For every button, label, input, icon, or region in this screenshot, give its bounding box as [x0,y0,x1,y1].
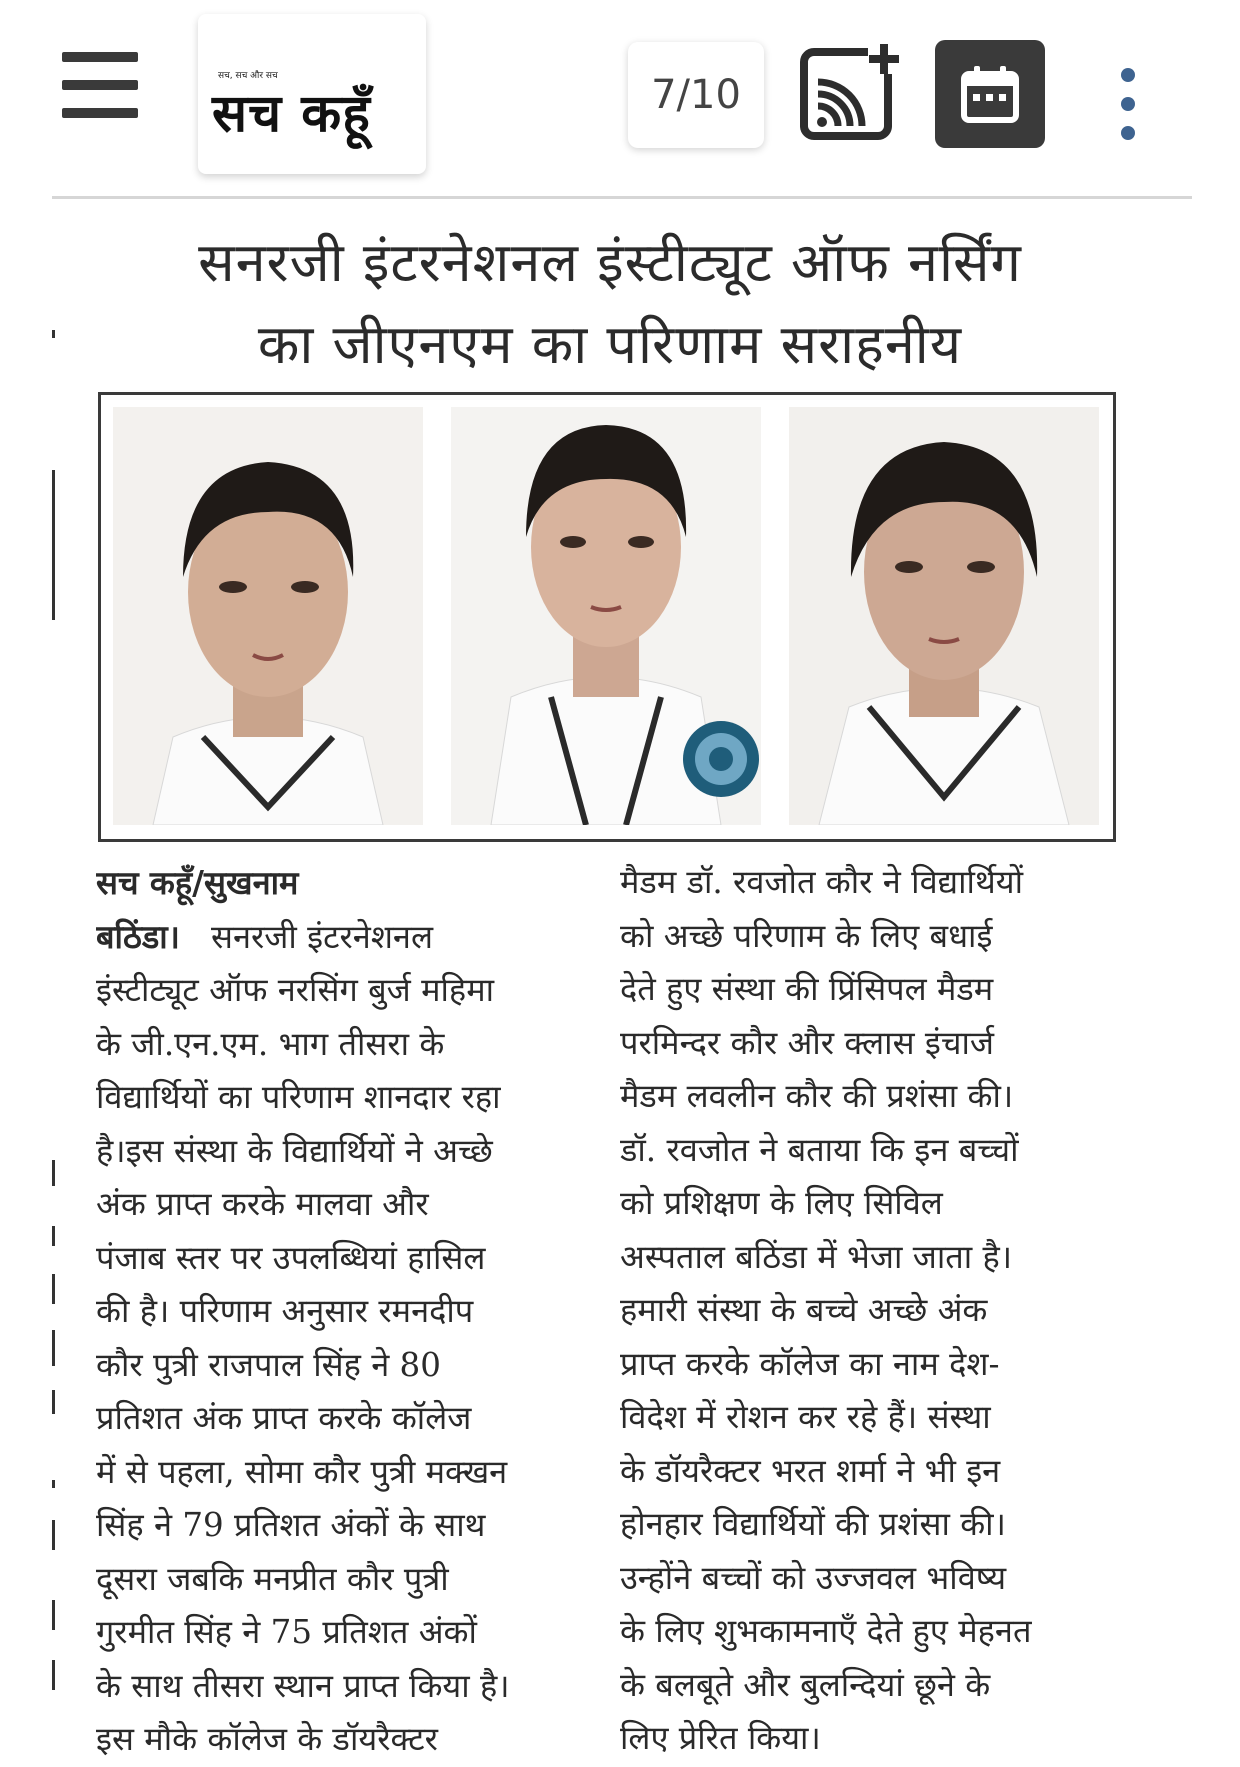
article-line: में से पहला, सोमा कौर पुत्री मक्खन [96,1452,508,1491]
article-line: सिंह ने 79 प्रतिशत अंकों के साथ [96,1506,486,1544]
article-line: मैडम लवलीन कौर की प्रशंसा की। [620,1077,1014,1115]
publication-logo[interactable] [198,14,426,174]
article-line: पंजाब स्तर पर उपलब्धियां हासिल [96,1238,486,1277]
headline-line-1: सनरजी इंटरनेशनल इंस्टीट्यूट ऑफ नर्सिंग [198,231,1022,294]
student-photo-3 [789,407,1099,825]
more-vertical-icon [1121,68,1135,82]
page-counter[interactable]: 7/10 [628,42,764,148]
article-headline [80,222,1140,386]
article-dateline: बठिंडा। [96,916,180,956]
hamburger-menu-icon-bar-2 [62,80,138,90]
calendar-icon [958,62,1022,126]
article-line: कौर पुत्री राजपाल सिंह ने 80 [96,1345,441,1384]
app-bar [0,0,1240,190]
hamburger-menu-icon [62,52,138,62]
article-line: अस्पताल बठिंडा में भेजा जाता है। [620,1237,1013,1276]
article-line: परमिन्दर कौर और क्लास इंचार्ज [620,1023,994,1062]
calendar-button[interactable] [935,40,1045,148]
article-line: दूसरा जबकि मनप्रीत कौर पुत्री [96,1559,449,1598]
article-byline: सच कहूँ/सुखनाम [96,863,299,902]
article-column-right [620,856,1114,1766]
article-line: डॉ. रवजोत ने बताया कि इन बच्चों [620,1130,1019,1169]
article-line: उन्होंने बच्चों को उज्जवल भविष्य [620,1558,1007,1597]
student-photo-1 [113,407,423,825]
article-line: प्रतिशत अंक प्राप्त करके कॉलेज [96,1399,472,1437]
more-vertical-icon-dot-3 [1121,126,1135,140]
article-line: के बलबूते और बुलन्दियां छूने के [620,1665,991,1704]
article-line: अंक प्राप्त करके मालवा और [96,1185,429,1223]
student-photo-2 [451,407,761,825]
hamburger-menu-icon-bar-3 [62,108,138,118]
logo-tagline: सच, सच और सच [218,71,278,81]
rss-add-button[interactable] [800,42,900,142]
article-line: को प्रशिक्षण के लिए सिविल [620,1184,943,1222]
logo-text: सच कहूँ [212,84,371,144]
appbar-divider [52,196,1192,199]
article-line: के साथ तीसरा स्थान प्राप्त किया है। [96,1666,510,1705]
article-line: विदेश में रोशन कर रहे हैं। संस्था [620,1398,991,1436]
article-line: देते हुए संस्था की प्रिंसिपल मैडम [620,970,994,1008]
article-line: के लिए शुभकामनाएँ देते हुए मेहनत [620,1612,1032,1650]
adjacent-column-edge-marks [52,330,62,1730]
article-line: के जी.एन.एम. भाग तीसरा के [96,1024,445,1063]
student-photos-frame [98,392,1116,842]
headline-line-2: का जीएनएम का परिणाम सराहनीय [257,313,963,376]
article-line: के डॉयरैक्टर भरत शर्मा ने भी इन [620,1451,1001,1490]
article-line: इंस्टीट्यूट ऑफ नरसिंग बुर्ज महिमा [96,971,495,1009]
article-text: सनरजी इंटरनेशनल [210,917,433,956]
article-line: विद्यार्थियों का परिणाम शानदार रहा [96,1078,501,1116]
article-line: गुरमीत सिंह ने 75 प्रतिशत अंकों [96,1613,477,1651]
article-line: प्राप्त करके कॉलेज का नाम देश- [620,1344,1000,1383]
article-line: मैडम डॉ. रवजोत कौर ने विद्यार्थियों [620,863,1024,901]
article-line: है।इस संस्था के विद्यार्थियों ने अच्छे [96,1131,493,1170]
more-vertical-icon-dot-2 [1121,97,1135,111]
article-column-left [96,856,580,1767]
article-line: इस मौके कॉलेज के डॉयरैक्टर [96,1720,438,1758]
article-line: की है। परिणाम अनुसार रमनदीप [96,1292,474,1330]
more-options-button[interactable] [1110,68,1146,140]
article-line: हमारी संस्था के बच्चे अच्छे अंक [620,1291,988,1329]
article-line [96,910,580,965]
rss-add-icon [800,42,900,142]
article-line: होनहार विद्यार्थियों की प्रशंसा की। [620,1505,1006,1543]
menu-button[interactable] [62,52,138,118]
article-line: को अच्छे परिणाम के लिए बधाई [620,916,993,955]
article-line: लिए प्रेरित किया। [620,1719,821,1757]
